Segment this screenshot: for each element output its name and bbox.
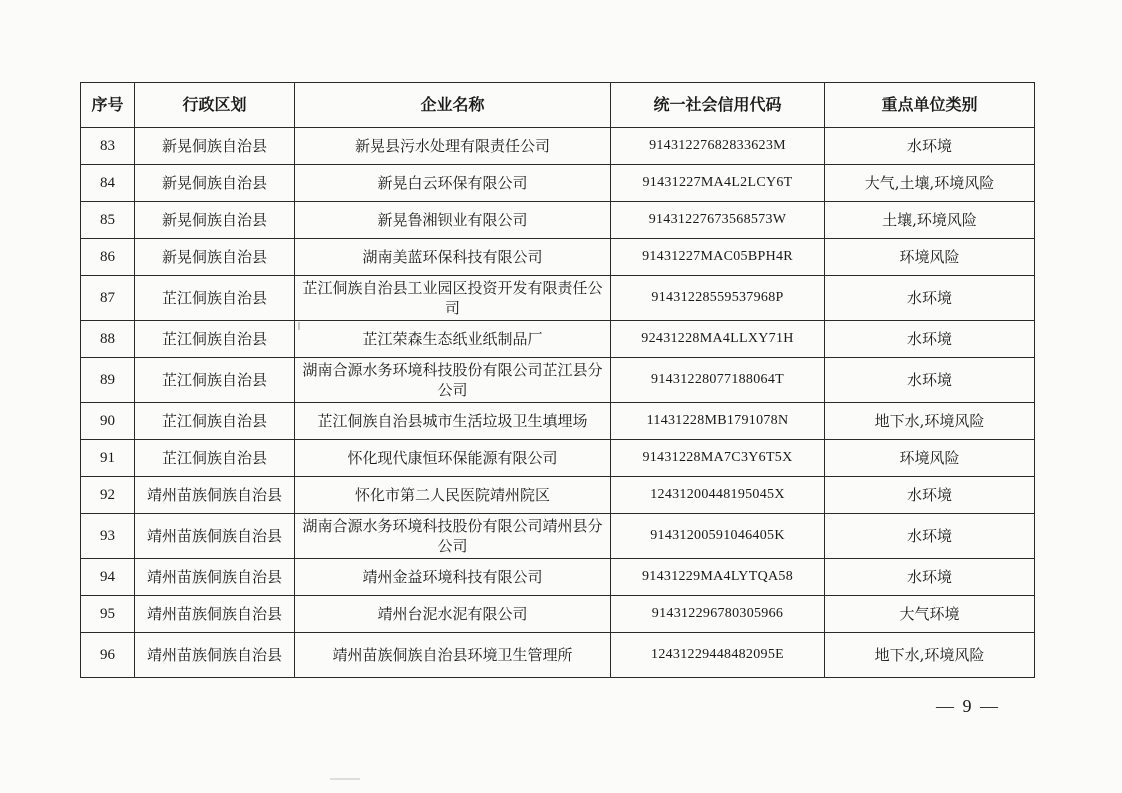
cell-company: 怀化市第二人民医院靖州院区 [295, 477, 611, 514]
cell-district: 新晃侗族自治县 [135, 128, 295, 165]
cell-district: 芷江侗族自治县 [135, 403, 295, 440]
cell-category: 大气环境 [825, 596, 1035, 633]
cell-company: 新晃白云环保有限公司 [295, 165, 611, 202]
cell-credit-code: 91431227673568573W [611, 202, 825, 239]
cell-company: 芷江侗族自治县城市生活垃圾卫生填埋场 [295, 403, 611, 440]
cell-district: 新晃侗族自治县 [135, 202, 295, 239]
cell-index: 92 [81, 477, 135, 514]
cell-index: 88 [81, 321, 135, 358]
cell-district: 靖州苗族侗族自治县 [135, 596, 295, 633]
cell-district: 靖州苗族侗族自治县 [135, 477, 295, 514]
table-row [81, 514, 1035, 559]
cell-index: 89 [81, 358, 135, 403]
cell-district: 新晃侗族自治县 [135, 239, 295, 276]
cell-company: 湖南合源水务环境科技股份有限公司芷江县分公司 [295, 358, 611, 403]
header-index: 序号 [81, 83, 135, 128]
table-row [81, 128, 1035, 165]
cell-district: 芷江侗族自治县 [135, 358, 295, 403]
cell-credit-code: 91431228077188064T [611, 358, 825, 403]
cell-credit-code: 91431227MAC05BPH4R [611, 239, 825, 276]
table-row [81, 440, 1035, 477]
page-number: — 9 — [936, 696, 1000, 716]
enterprise-table [80, 82, 1035, 678]
cell-category: 水环境 [825, 276, 1035, 321]
cell-credit-code: 12431229448482095E [611, 633, 825, 678]
scan-artifact [298, 322, 300, 330]
cell-credit-code: 11431228MB1791078N [611, 403, 825, 440]
cell-category: 水环境 [825, 321, 1035, 358]
cell-company: 靖州金益环境科技有限公司 [295, 559, 611, 596]
cell-index: 84 [81, 165, 135, 202]
cell-category: 地下水,环境风险 [825, 403, 1035, 440]
cell-credit-code: 91431200591046405K [611, 514, 825, 559]
cell-index: 90 [81, 403, 135, 440]
cell-company: 靖州苗族侗族自治县环境卫生管理所 [295, 633, 611, 678]
cell-category: 地下水,环境风险 [825, 633, 1035, 678]
cell-index: 96 [81, 633, 135, 678]
cell-company: 新晃鲁湘钡业有限公司 [295, 202, 611, 239]
cell-index: 86 [81, 239, 135, 276]
header-credit-code: 统一社会信用代码 [611, 83, 825, 128]
table-row [81, 477, 1035, 514]
cell-index: 85 [81, 202, 135, 239]
cell-category: 水环境 [825, 128, 1035, 165]
cell-credit-code: 12431200448195045X [611, 477, 825, 514]
table-row [81, 596, 1035, 633]
table-row [81, 165, 1035, 202]
cell-company: 芷江荣森生态纸业纸制品厂 [295, 321, 611, 358]
table-row [81, 358, 1035, 403]
cell-company: 芷江侗族自治县工业园区投资开发有限责任公司 [295, 276, 611, 321]
table-row [81, 633, 1035, 678]
cell-index: 87 [81, 276, 135, 321]
cell-category: 土壤,环境风险 [825, 202, 1035, 239]
cell-credit-code: 914312296780305966 [611, 596, 825, 633]
cell-district: 靖州苗族侗族自治县 [135, 559, 295, 596]
table-row [81, 202, 1035, 239]
cell-category: 环境风险 [825, 239, 1035, 276]
table-header-row [81, 83, 1035, 128]
cell-company: 靖州台泥水泥有限公司 [295, 596, 611, 633]
cell-district: 芷江侗族自治县 [135, 276, 295, 321]
cell-district: 芷江侗族自治县 [135, 321, 295, 358]
cell-district: 靖州苗族侗族自治县 [135, 514, 295, 559]
cell-index: 95 [81, 596, 135, 633]
cell-index: 93 [81, 514, 135, 559]
cell-category: 水环境 [825, 514, 1035, 559]
cell-company: 怀化现代康恒环保能源有限公司 [295, 440, 611, 477]
cell-category: 环境风险 [825, 440, 1035, 477]
cell-company: 新晃县污水处理有限责任公司 [295, 128, 611, 165]
cell-company: 湖南美蓝环保科技有限公司 [295, 239, 611, 276]
cell-category: 大气,土壤,环境风险 [825, 165, 1035, 202]
cell-credit-code: 91431227MA4L2LCY6T [611, 165, 825, 202]
cell-credit-code: 91431228MA7C3Y6T5X [611, 440, 825, 477]
table-row [81, 559, 1035, 596]
cell-district: 靖州苗族侗族自治县 [135, 633, 295, 678]
cell-category: 水环境 [825, 358, 1035, 403]
table-row [81, 403, 1035, 440]
cell-index: 83 [81, 128, 135, 165]
cell-category: 水环境 [825, 477, 1035, 514]
cell-company: 湖南合源水务环境科技股份有限公司靖州县分公司 [295, 514, 611, 559]
cell-index: 91 [81, 440, 135, 477]
cell-credit-code: 91431229MA4LYTQA58 [611, 559, 825, 596]
cell-district: 新晃侗族自治县 [135, 165, 295, 202]
table-row [81, 276, 1035, 321]
scan-artifact [330, 778, 360, 780]
cell-credit-code: 91431227682833623M [611, 128, 825, 165]
header-district: 行政区划 [135, 83, 295, 128]
cell-credit-code: 91431228559537968P [611, 276, 825, 321]
cell-index: 94 [81, 559, 135, 596]
header-company: 企业名称 [295, 83, 611, 128]
table-row [81, 321, 1035, 358]
cell-district: 芷江侗族自治县 [135, 440, 295, 477]
cell-category: 水环境 [825, 559, 1035, 596]
header-category: 重点单位类别 [825, 83, 1035, 128]
table-row [81, 239, 1035, 276]
cell-credit-code: 92431228MA4LLXY71H [611, 321, 825, 358]
